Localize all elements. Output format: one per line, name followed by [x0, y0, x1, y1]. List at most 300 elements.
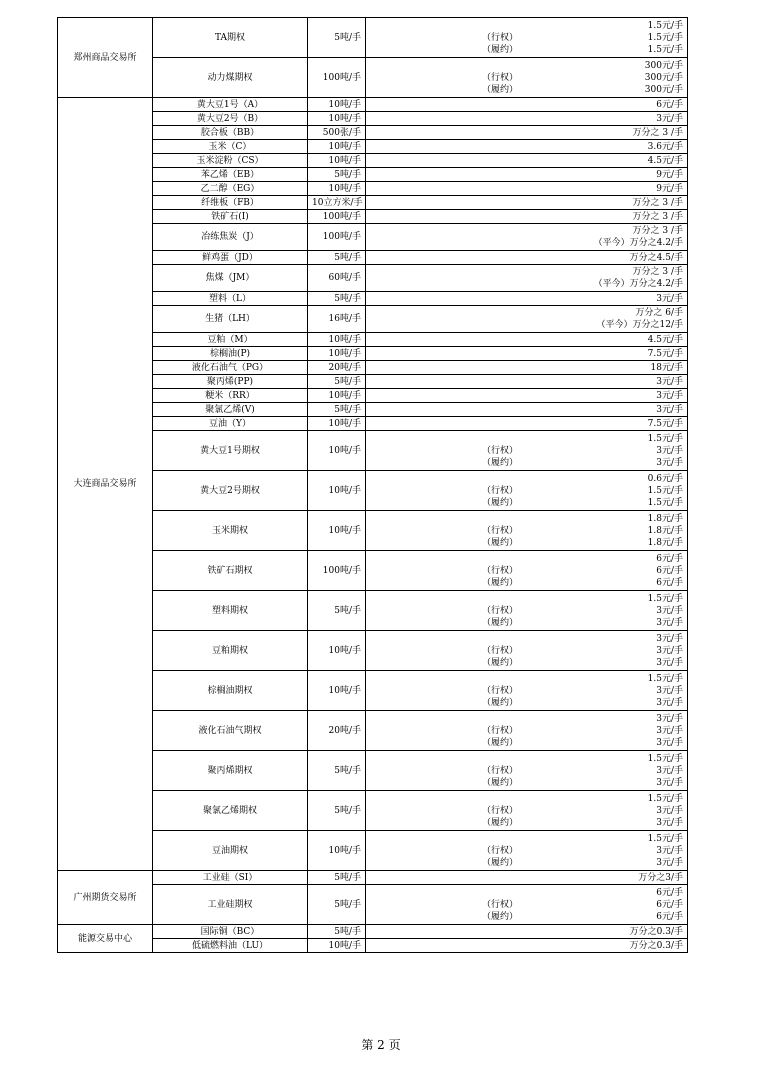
- trading-unit: 10立方米/手: [308, 196, 366, 210]
- trading-unit: 5吨/手: [308, 18, 366, 58]
- table-row: [58, 831, 688, 871]
- table-row: [58, 791, 688, 831]
- trading-unit: 5吨/手: [308, 791, 366, 831]
- fee-tag: （行权）: [482, 725, 519, 736]
- product-name: 工业硅（SI）: [153, 871, 308, 885]
- fee-value: 0.6元/手: [647, 473, 683, 484]
- fee-cell: [366, 18, 688, 58]
- fee-value: 3元/手: [656, 113, 683, 124]
- fee-value: 3元/手: [656, 685, 683, 696]
- fee-value: 3元/手: [656, 617, 683, 628]
- trading-unit: 10吨/手: [308, 154, 366, 168]
- trading-unit: 5吨/手: [308, 751, 366, 791]
- fee-cell: [366, 347, 688, 361]
- fee-cell: [366, 251, 688, 265]
- trading-unit: 10吨/手: [308, 631, 366, 671]
- fee-value: 3元/手: [656, 376, 683, 387]
- fee-tag: （履约）: [482, 697, 519, 708]
- trading-unit: 100吨/手: [308, 210, 366, 224]
- fee-value: 1.5元/手: [647, 593, 683, 604]
- exchange-name: 郑州商品交易所: [58, 18, 153, 98]
- product-name: 黄大豆2号期权: [153, 471, 308, 511]
- product-name: 玉米（C）: [153, 140, 308, 154]
- fee-line: [370, 713, 683, 725]
- fee-line: [370, 833, 683, 845]
- fee-cell: [366, 591, 688, 631]
- fee-line: [370, 319, 683, 331]
- product-name: 鲜鸡蛋（JD）: [153, 251, 308, 265]
- fee-cell: [366, 98, 688, 112]
- trading-unit: 100吨/手: [308, 224, 366, 251]
- fee-tag: （履约）: [482, 911, 519, 922]
- trading-unit: 500张/手: [308, 126, 366, 140]
- fee-cell: [366, 791, 688, 831]
- fee-cell: [366, 831, 688, 871]
- trading-unit: 10吨/手: [308, 831, 366, 871]
- fee-cell: [366, 168, 688, 182]
- fee-cell: [366, 292, 688, 306]
- table-row: [58, 98, 688, 112]
- fee-tag: （履约）: [482, 777, 519, 788]
- product-name: 聚丙烯(PP): [153, 375, 308, 389]
- trading-unit: 5吨/手: [308, 403, 366, 417]
- fee-tag: （履约）: [482, 857, 519, 868]
- fee-value: 3元/手: [656, 633, 683, 644]
- fee-cell: [366, 224, 688, 251]
- product-name: 苯乙烯（EB）: [153, 168, 308, 182]
- table-row: [58, 751, 688, 791]
- fee-value: 1.5元/手: [647, 753, 683, 764]
- fee-cell: [366, 871, 688, 885]
- trading-unit: 60吨/手: [308, 265, 366, 292]
- fee-value: 3元/手: [656, 645, 683, 656]
- table-row: [58, 196, 688, 210]
- fee-line: [370, 777, 683, 789]
- fee-value: （平今）万分之4.2/手: [593, 238, 683, 248]
- product-name: 玉米期权: [153, 511, 308, 551]
- fee-cell: [366, 112, 688, 126]
- fee-line: [370, 390, 683, 402]
- fee-value: 18元/手: [650, 362, 683, 373]
- fee-cell: [366, 361, 688, 375]
- fee-line: [370, 697, 683, 709]
- fee-cell: [366, 751, 688, 791]
- fee-value: 万分之3/手: [638, 872, 683, 883]
- product-name: 液化石油气期权: [153, 711, 308, 751]
- fee-value: 万分之 3 /手: [632, 267, 683, 277]
- trading-unit: 5吨/手: [308, 871, 366, 885]
- fee-line: [370, 252, 683, 264]
- fee-line: [370, 537, 683, 549]
- fee-tag: （履约）: [482, 457, 519, 468]
- fee-line: [370, 911, 683, 923]
- fee-value: 4.5元/手: [647, 334, 683, 345]
- fee-tag: （行权）: [482, 445, 519, 456]
- product-name: 豆油期权: [153, 831, 308, 871]
- fee-cell: [366, 417, 688, 431]
- fee-tag: （行权）: [482, 685, 519, 696]
- table-row: [58, 154, 688, 168]
- fee-value: 3元/手: [656, 765, 683, 776]
- fee-tag: （行权）: [482, 765, 519, 776]
- table-row: [58, 140, 688, 154]
- fee-line: [370, 99, 683, 111]
- fee-value: 300元/手: [644, 84, 683, 95]
- table-row: [58, 631, 688, 671]
- table-row: [58, 431, 688, 471]
- fee-line: [370, 525, 683, 537]
- trading-unit: 5吨/手: [308, 168, 366, 182]
- table-row: [58, 375, 688, 389]
- fee-cell: [366, 671, 688, 711]
- product-name: 塑料（L）: [153, 292, 308, 306]
- fee-cell: [366, 126, 688, 140]
- fee-cell: [366, 403, 688, 417]
- fee-value: 7.5元/手: [647, 418, 683, 429]
- fee-line: [370, 593, 683, 605]
- fee-value: 3元/手: [656, 857, 683, 868]
- table-row: [58, 871, 688, 885]
- fee-line: [370, 845, 683, 857]
- fee-line: [370, 169, 683, 181]
- fee-tag: （行权）: [482, 845, 519, 856]
- fee-line: [370, 765, 683, 777]
- fee-tag: （行权）: [482, 485, 519, 496]
- fee-cell: [366, 511, 688, 551]
- table-row: [58, 511, 688, 551]
- product-name: 塑料期权: [153, 591, 308, 631]
- product-name: 聚氯乙烯(V): [153, 403, 308, 417]
- product-name: 工业硅期权: [153, 885, 308, 925]
- fee-line: [370, 334, 683, 346]
- fee-line: [370, 127, 683, 139]
- table-row: [58, 265, 688, 292]
- fee-line: [370, 857, 683, 869]
- fee-line: [370, 926, 683, 938]
- fee-tag: （履约）: [482, 44, 519, 55]
- trading-unit: 10吨/手: [308, 939, 366, 953]
- fee-line: [370, 72, 683, 84]
- trading-unit: 5吨/手: [308, 885, 366, 925]
- fee-value: 万分之 3 /手: [632, 197, 683, 208]
- fee-value: 3元/手: [656, 817, 683, 828]
- table-row: [58, 551, 688, 591]
- product-name: 冶练焦炭（J）: [153, 224, 308, 251]
- fee-line: [370, 485, 683, 497]
- fee-line: [370, 113, 683, 125]
- fee-cell: [366, 375, 688, 389]
- product-name: 胶合板（BB）: [153, 126, 308, 140]
- product-name: 铁矿石期权: [153, 551, 308, 591]
- fee-tag: （行权）: [482, 605, 519, 616]
- trading-unit: 20吨/手: [308, 711, 366, 751]
- product-name: 豆粕期权: [153, 631, 308, 671]
- fee-value: 6元/手: [656, 565, 683, 576]
- table-row: [58, 711, 688, 751]
- fee-value: 3元/手: [656, 737, 683, 748]
- fee-value: 3元/手: [656, 845, 683, 856]
- fee-value: 3元/手: [656, 390, 683, 401]
- product-name: 铁矿石(I): [153, 210, 308, 224]
- exchange-name: 能源交易中心: [58, 925, 153, 953]
- table-row: [58, 885, 688, 925]
- table-row: [58, 591, 688, 631]
- trading-unit: 5吨/手: [308, 925, 366, 939]
- table-row: [58, 292, 688, 306]
- fee-value: 3元/手: [656, 725, 683, 736]
- table-row: [58, 347, 688, 361]
- fee-line: [370, 266, 683, 278]
- fee-value: 1.8元/手: [647, 537, 683, 548]
- table-row: [58, 58, 688, 98]
- trading-unit: 5吨/手: [308, 251, 366, 265]
- fee-line: [370, 553, 683, 565]
- fee-cell: [366, 631, 688, 671]
- table-row: [58, 389, 688, 403]
- fee-cell: [366, 333, 688, 347]
- fee-value: 7.5元/手: [647, 348, 683, 359]
- fee-tag: （履约）: [482, 84, 519, 95]
- product-name: 粳米（RR）: [153, 389, 308, 403]
- trading-unit: 100吨/手: [308, 551, 366, 591]
- fee-line: [370, 633, 683, 645]
- exchange-name: 广州期货交易所: [58, 871, 153, 925]
- fee-tag: （行权）: [482, 525, 519, 536]
- product-name: 黄大豆1号（A）: [153, 98, 308, 112]
- fee-cell: [366, 885, 688, 925]
- table-row: [58, 112, 688, 126]
- fee-tag: （履约）: [482, 537, 519, 548]
- fee-line: [370, 940, 683, 952]
- fee-value: 1.5元/手: [647, 44, 683, 55]
- fee-tag: （行权）: [482, 72, 519, 83]
- table-row: [58, 306, 688, 333]
- trading-unit: 10吨/手: [308, 471, 366, 511]
- fee-line: [370, 617, 683, 629]
- exchange-name: 大连商品交易所: [58, 98, 153, 871]
- fee-cell: [366, 140, 688, 154]
- product-name: 低硫燃料油（LU）: [153, 939, 308, 953]
- table-row: [58, 251, 688, 265]
- fee-line: [370, 497, 683, 509]
- fee-tag: （履约）: [482, 817, 519, 828]
- fee-value: 万分之 6/手: [635, 308, 683, 318]
- fee-line: [370, 155, 683, 167]
- fee-line: [370, 237, 683, 249]
- fee-value: 3元/手: [656, 697, 683, 708]
- fee-line: [370, 404, 683, 416]
- fee-value: 1.5元/手: [647, 497, 683, 508]
- trading-unit: 10吨/手: [308, 511, 366, 551]
- fee-tag: （履约）: [482, 617, 519, 628]
- product-name: 乙二醇（EG）: [153, 182, 308, 196]
- fee-value: 6元/手: [656, 887, 683, 898]
- fee-line: [370, 793, 683, 805]
- fee-line: [370, 657, 683, 669]
- fee-tag: （履约）: [482, 737, 519, 748]
- fee-cell: [366, 154, 688, 168]
- fee-value: 3元/手: [656, 293, 683, 304]
- fee-value: 9元/手: [656, 183, 683, 194]
- fee-line: [370, 60, 683, 72]
- product-name: 聚丙烯期权: [153, 751, 308, 791]
- fee-value: 3元/手: [656, 657, 683, 668]
- fee-value: 6元/手: [656, 553, 683, 564]
- table-row: [58, 210, 688, 224]
- product-name: 液化石油气（PG）: [153, 361, 308, 375]
- fee-value: 万分之4.5/手: [629, 252, 683, 263]
- fee-cell: [366, 210, 688, 224]
- fee-value: 1.5元/手: [647, 32, 683, 43]
- fee-line: [370, 817, 683, 829]
- fee-line: [370, 685, 683, 697]
- table-row: [58, 18, 688, 58]
- fee-cell: [366, 431, 688, 471]
- fee-value: 6元/手: [656, 99, 683, 110]
- fee-line: [370, 293, 683, 305]
- fee-value: 万分之 3 /手: [632, 226, 683, 236]
- fee-line: [370, 183, 683, 195]
- trading-unit: 20吨/手: [308, 361, 366, 375]
- fee-cell: [366, 711, 688, 751]
- trading-unit: 10吨/手: [308, 140, 366, 154]
- fee-value: 6元/手: [656, 899, 683, 910]
- fee-tag: （行权）: [482, 899, 519, 910]
- fee-line: [370, 887, 683, 899]
- table-row: [58, 182, 688, 196]
- fee-value: 6元/手: [656, 577, 683, 588]
- fee-value: 9元/手: [656, 169, 683, 180]
- trading-unit: 5吨/手: [308, 292, 366, 306]
- fee-line: [370, 278, 683, 290]
- trading-unit: 10吨/手: [308, 98, 366, 112]
- fee-value: （平今）万分之4.2/手: [593, 279, 683, 289]
- trading-unit: 10吨/手: [308, 671, 366, 711]
- fee-line: [370, 605, 683, 617]
- fee-value: 1.5元/手: [647, 793, 683, 804]
- fee-value: 万分之0.3/手: [629, 926, 683, 937]
- fee-value: 1.8元/手: [647, 525, 683, 536]
- fee-line: [370, 899, 683, 911]
- product-name: 棕榈油(P): [153, 347, 308, 361]
- fee-cell: [366, 306, 688, 333]
- fee-cell: [366, 551, 688, 591]
- fee-value: 3元/手: [656, 605, 683, 616]
- fee-line: [370, 872, 683, 884]
- fee-table: [57, 17, 688, 953]
- fee-line: [370, 565, 683, 577]
- fee-tag: （行权）: [482, 565, 519, 576]
- fee-value: 3.6元/手: [647, 141, 683, 152]
- product-name: TA期权: [153, 18, 308, 58]
- fee-value: （平今）万分之12/手: [596, 320, 683, 330]
- table-row: [58, 224, 688, 251]
- product-name: 生猪（LH）: [153, 306, 308, 333]
- fee-line: [370, 44, 683, 56]
- fee-value: 万分之 3 /手: [632, 211, 683, 222]
- fee-cell: [366, 265, 688, 292]
- fee-cell: [366, 58, 688, 98]
- trading-unit: 10吨/手: [308, 333, 366, 347]
- fee-line: [370, 141, 683, 153]
- product-name: 豆油（Y）: [153, 417, 308, 431]
- product-name: 棕榈油期权: [153, 671, 308, 711]
- fee-tag: （履约）: [482, 657, 519, 668]
- trading-unit: 5吨/手: [308, 591, 366, 631]
- fee-line: [370, 433, 683, 445]
- fee-value: 1.5元/手: [647, 485, 683, 496]
- product-name: 焦煤（JM）: [153, 265, 308, 292]
- fee-cell: [366, 389, 688, 403]
- fee-value: 3元/手: [656, 445, 683, 456]
- fee-tag: （行权）: [482, 805, 519, 816]
- product-name: 黄大豆1号期权: [153, 431, 308, 471]
- fee-line: [370, 577, 683, 589]
- fee-line: [370, 197, 683, 209]
- fee-line: [370, 645, 683, 657]
- fee-value: 3元/手: [656, 805, 683, 816]
- product-name: 纤维板（FB）: [153, 196, 308, 210]
- fee-cell: [366, 939, 688, 953]
- table-row: [58, 939, 688, 953]
- fee-value: 3元/手: [656, 713, 683, 724]
- table-row: [58, 333, 688, 347]
- fee-line: [370, 513, 683, 525]
- table-row: [58, 168, 688, 182]
- fee-cell: [366, 182, 688, 196]
- fee-line: [370, 473, 683, 485]
- fee-line: [370, 84, 683, 96]
- fee-cell: [366, 925, 688, 939]
- table-row: [58, 126, 688, 140]
- product-name: 玉米淀粉（CS）: [153, 154, 308, 168]
- product-name: 国际铜（BC）: [153, 925, 308, 939]
- fee-line: [370, 457, 683, 469]
- trading-unit: 10吨/手: [308, 347, 366, 361]
- trading-unit: 5吨/手: [308, 375, 366, 389]
- page-number: 第 2 页: [361, 1038, 401, 1052]
- table-row: [58, 671, 688, 711]
- fee-line: [370, 445, 683, 457]
- fee-line: [370, 673, 683, 685]
- fee-value: 1.5元/手: [647, 20, 683, 31]
- fee-value: 万分之 3 /手: [632, 127, 683, 138]
- trading-unit: 10吨/手: [308, 182, 366, 196]
- product-name: 黄大豆2号（B）: [153, 112, 308, 126]
- fee-line: [370, 362, 683, 374]
- fee-cell: [366, 196, 688, 210]
- fee-cell: [366, 471, 688, 511]
- fee-tag: （履约）: [482, 577, 519, 588]
- trading-unit: 16吨/手: [308, 306, 366, 333]
- fee-tag: （行权）: [482, 32, 519, 43]
- table-row: [58, 925, 688, 939]
- fee-value: 1.5元/手: [647, 833, 683, 844]
- trading-unit: 10吨/手: [308, 431, 366, 471]
- fee-value: 3元/手: [656, 777, 683, 788]
- product-name: 豆粕（M）: [153, 333, 308, 347]
- fee-line: [370, 737, 683, 749]
- fee-line: [370, 211, 683, 223]
- fee-line: [370, 20, 683, 32]
- fee-table-body: [58, 18, 688, 953]
- table-row: [58, 471, 688, 511]
- fee-line: [370, 376, 683, 388]
- fee-line: [370, 225, 683, 237]
- fee-value: 4.5元/手: [647, 155, 683, 166]
- table-row: [58, 417, 688, 431]
- fee-line: [370, 307, 683, 319]
